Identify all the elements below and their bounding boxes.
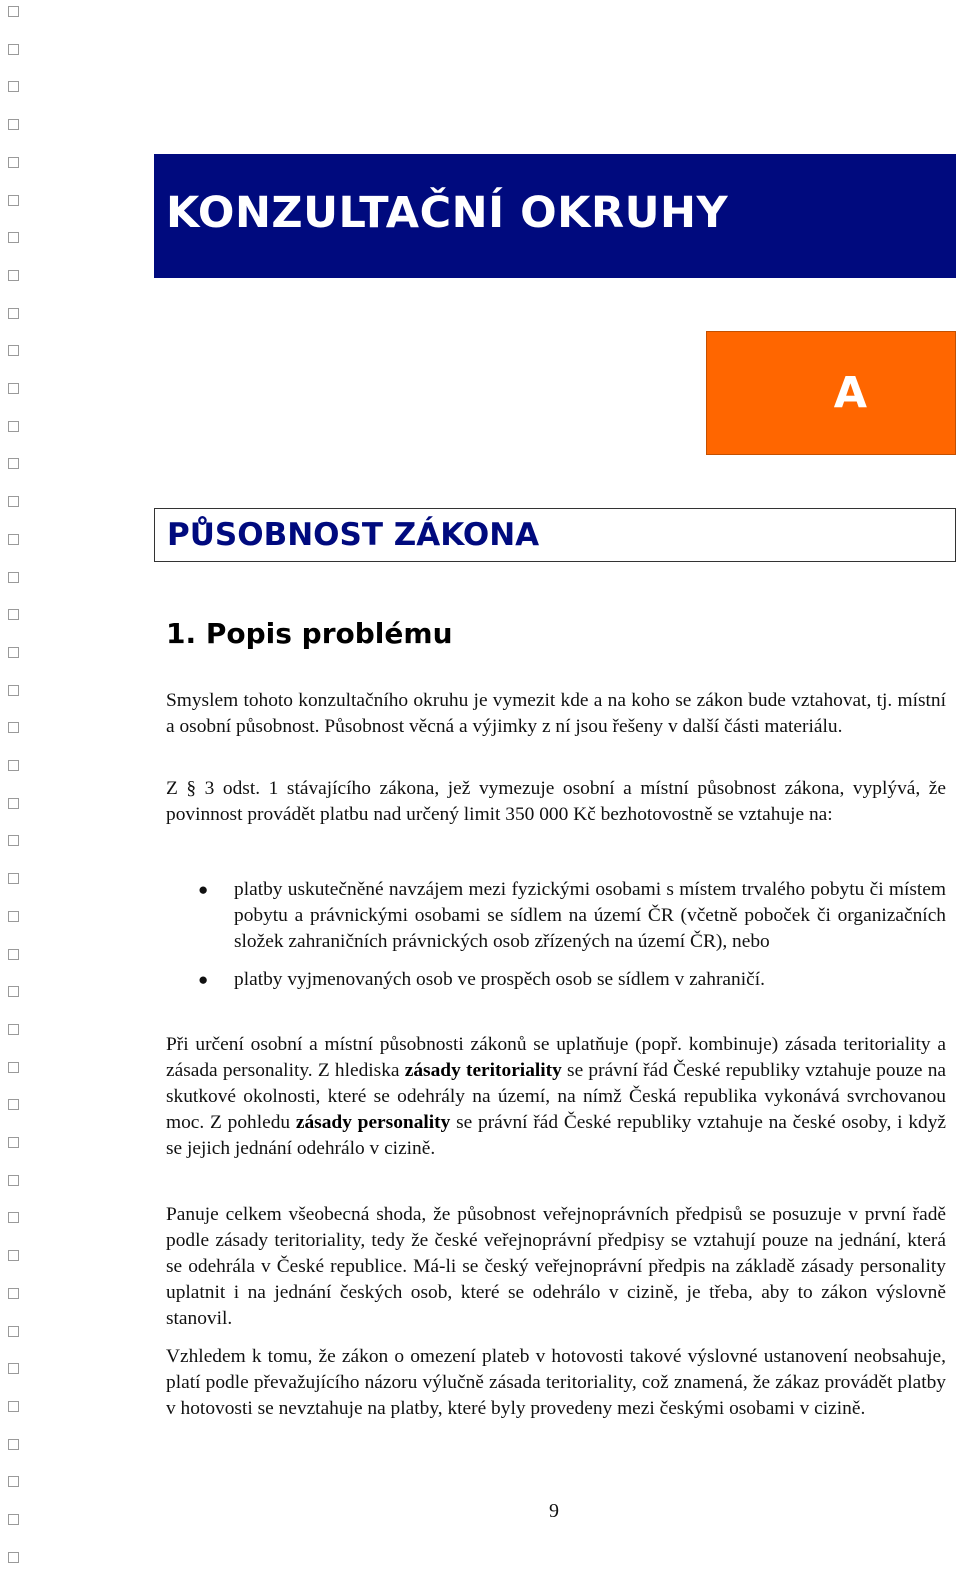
section-title-box [154, 508, 956, 562]
margin-square-icon [8, 534, 19, 545]
margin-square-icon [8, 1326, 19, 1337]
bullet-list [166, 877, 946, 1005]
margin-square-icon [8, 685, 19, 696]
margin-square-icon [8, 1250, 19, 1261]
margin-square-icon [8, 458, 19, 469]
paragraph-1: Smyslem tohoto konzultačního okruhu je vymezit kde a na koho se zákon bude vztahovat, tj. místní a osobní působnost. Působnost věcná a výjimky z ní jsou řešeny v další části materiálu. [166, 690, 946, 737]
margin-square-icon [8, 986, 19, 997]
margin-square-icon [8, 572, 19, 583]
margin-square-icon [8, 496, 19, 507]
paragraph-3-bold-personality: zásady personality [295, 1112, 451, 1133]
paragraph-3-bold-territoriality: zásady teritoriality [404, 1060, 562, 1081]
margin-square-icon [8, 1099, 19, 1110]
paragraph-3-part-c: se právní řád České republiky vztahuje pouze na skutkové okolnosti, které se odehrály na území, na nímž Česká republika vykonává svrchovanou moc. Z pohledu [166, 1060, 946, 1133]
margin-square-icon [8, 421, 19, 432]
margin-square-icon [8, 873, 19, 884]
margin-square-icon [8, 1062, 19, 1073]
margin-square-icon [8, 270, 19, 281]
paragraph-5: Vzhledem k tomu, že zákon o omezení plateb v hotovosti takové výslovné ustanovení neobsahuje, platí podle převažujícího názoru výlučně zásada teritoriality, což znamená, že zákaz provádět platby v hotovosti se nevztahuje na platby, které byly provedeny mezi českými osobami v cizině. [166, 1346, 946, 1419]
margin-square-icon [8, 647, 19, 658]
margin-square-icon [8, 1212, 19, 1223]
margin-square-icon [8, 1476, 19, 1487]
margin-square-icon [8, 798, 19, 809]
section-letter-box [706, 331, 956, 455]
margin-square-icon [8, 609, 19, 620]
bullet-icon: ● [198, 880, 209, 899]
margin-square-icon [8, 1137, 19, 1148]
paragraph-3-part-a: Při určení osobní a místní působnosti zákonů se uplatňuje (popř. kombinuje) zásada teritoriality a zásada personality. Z hlediska [166, 1034, 946, 1081]
title-banner [154, 154, 956, 278]
page-number: 9 [549, 1500, 559, 1522]
paragraph-3 [166, 1032, 946, 1162]
margin-square-icon [8, 835, 19, 846]
margin-square-icon [8, 1439, 19, 1450]
margin-square-icon [8, 949, 19, 960]
margin-square-icon [8, 1024, 19, 1035]
list-item [166, 967, 946, 993]
paragraph-2: Z § 3 odst. 1 stávajícího zákona, jež vymezuje osobní a místní působnost zákona, vyplývá, že povinnost provádět platbu nad určený limit 350 000 Kč bezhotovostně se vztahuje na: [166, 778, 946, 825]
margin-square-icon [8, 760, 19, 771]
margin-square-icon [8, 1175, 19, 1186]
margin-square-icon [8, 195, 19, 206]
margin-square-icon [8, 383, 19, 394]
margin-square-icon [8, 6, 19, 17]
margin-square-icon [8, 911, 19, 922]
margin-square-icon [8, 345, 19, 356]
paragraph-4: Panuje celkem všeobecná shoda, že působnost veřejnoprávních předpisů se posuzuje v první řadě podle zásady teritoriality, tedy že české veřejnoprávní předpisy se vztahují pouze na jednání, která se odehrála v České republice. Má-li se český veřejnoprávní předpis na základě zásady personality uplatnit i na jednání českých osob, které se odehrálo v cizině, je třeba, aby to zákon výslovně stanovil. [166, 1204, 946, 1329]
list-item-text: platby vyjmenovaných osob ve prospěch osob se sídlem v zahraničí. [234, 969, 765, 990]
margin-square-icon [8, 1552, 19, 1563]
margin-square-icon [8, 1288, 19, 1299]
margin-square-icon [8, 232, 19, 243]
margin-square-icon [8, 722, 19, 733]
section-title: PŮSOBNOST ZÁKONA [167, 517, 540, 553]
document-title: KONZULTAČNÍ OKRUHY [166, 188, 729, 238]
margin-checkbox-strip [8, 6, 22, 1566]
margin-square-icon [8, 1363, 19, 1374]
section-letter: A [833, 368, 867, 418]
subheading: 1. Popis problému [166, 617, 453, 650]
margin-square-icon [8, 157, 19, 168]
margin-square-icon [8, 1401, 19, 1412]
list-item-text: platby uskutečněné navzájem mezi fyzickými osobami s místem trvalého pobytu či místem pobytu a právnickými osobami se sídlem na území ČR (včetně poboček či organizačních složek zahraničních právnických osob zřízených na území ČR), nebo [234, 879, 946, 952]
margin-square-icon [8, 308, 19, 319]
margin-square-icon [8, 81, 19, 92]
margin-square-icon [8, 44, 19, 55]
margin-square-icon [8, 119, 19, 130]
paragraph-3-part-e: se právní řád České republiky vztahuje na české osoby, i když se jejich jednání odehrálo v cizině. [166, 1112, 947, 1159]
list-item [166, 877, 946, 955]
bullet-icon: ● [198, 970, 209, 989]
